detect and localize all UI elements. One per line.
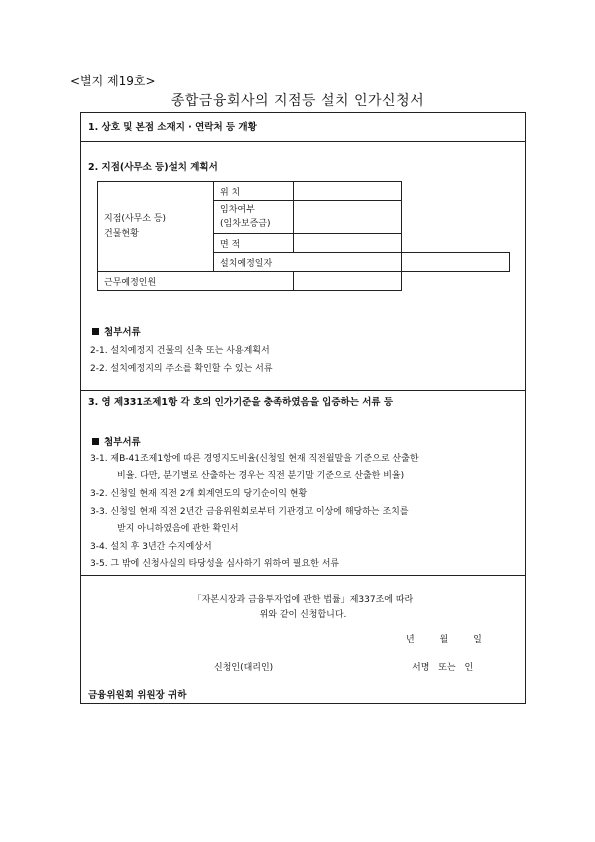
section-2-heading: 2. 지점(사무소 등)설치 계획서 [88,162,218,173]
section-1-heading: 1. 상호 및 본점 소재지 · 연락처 등 개황 [88,122,257,133]
lease-label-line-1: 임차여부 [220,205,255,215]
annex-number: <별지 제19호> [70,74,156,88]
signature-label[interactable]: 서명 또는 인 [412,663,474,673]
planned-date-label: 설치예정일자 [214,253,402,272]
divider [80,575,526,576]
divider [80,390,526,391]
location-label: 위 치 [214,182,294,201]
building-status-label [98,182,214,272]
lease-label [214,201,294,234]
attachment-item: 3-2. 신청일 현재 직전 2개 회계연도의 당기순이익 현황 [90,489,308,499]
attachment-item: 3-3. 신청일 현재 직전 2년간 금융위원회로부터 기관경고 이상에 해당하는 조치를 [90,507,409,517]
planned-staff-value[interactable] [294,272,402,291]
attachment-item-continued: 비율. 다만, 분기별로 산출하는 경우는 직전 분기말 기준으로 산출한 비율) [117,471,405,481]
attachment-item-continued: 받지 아니하였음에 관한 확인서 [117,524,239,534]
attachment-item: 3-5. 그 밖에 신청사실의 타당성을 심사하기 위하여 필요한 서류 [90,559,340,569]
building-label-line-2: 건물현황 [104,228,139,239]
declaration-line-2: 위와 같이 신청합니다. [259,610,347,620]
planned-staff-label: 근무예정인원 [98,272,294,291]
attachment-item: 3-1. 제B-41조제1항에 따른 경영지도비율(신청일 현재 직전월말을 기준으로 산출한 [90,454,419,464]
square-bullet-icon [92,328,99,335]
declaration-line-1: 「자본시장과 금융투자업에 관한 법률」제337조에 따라 [192,595,414,605]
building-label-line-1: 지점(사무소 등) [104,213,167,224]
attachments-heading-2 [92,434,141,448]
area-value[interactable] [294,234,402,253]
divider [80,141,526,142]
attachments-heading-1 [92,324,141,338]
date-line[interactable]: 년 월 일 [406,635,482,645]
attachment-item: 3-4. 설치 후 3년간 수지예상서 [90,542,212,552]
attachment-item: 2-2. 설치예정지의 주소를 확인할 수 있는 서류 [90,364,273,374]
planned-date-value[interactable] [402,253,510,272]
attachment-item: 2-1. 설치예정지 건물의 신축 또는 사용계획서 [90,346,270,356]
section-3-heading: 3. 영 제331조제1항 각 호의 인가기준을 충족하였음을 입증하는 서류 등 [88,397,394,408]
attachments-heading-2-text: 첨부서류 [104,437,141,448]
applicant-label: 신청인(대리인) [214,663,274,673]
form-title: 종합금융회사의 지점등 설치 인가신청서 [170,93,425,109]
square-bullet-icon [92,438,99,445]
attachments-heading-1-text: 첨부서류 [104,327,141,338]
lease-label-line-2: (임차보증금) [220,219,271,229]
area-label: 면 적 [214,234,294,253]
recipient: 금융위원회 위원장 귀하 [88,690,187,701]
location-value[interactable] [294,182,402,201]
lease-value[interactable] [294,201,402,234]
installation-plan-table [97,181,510,291]
